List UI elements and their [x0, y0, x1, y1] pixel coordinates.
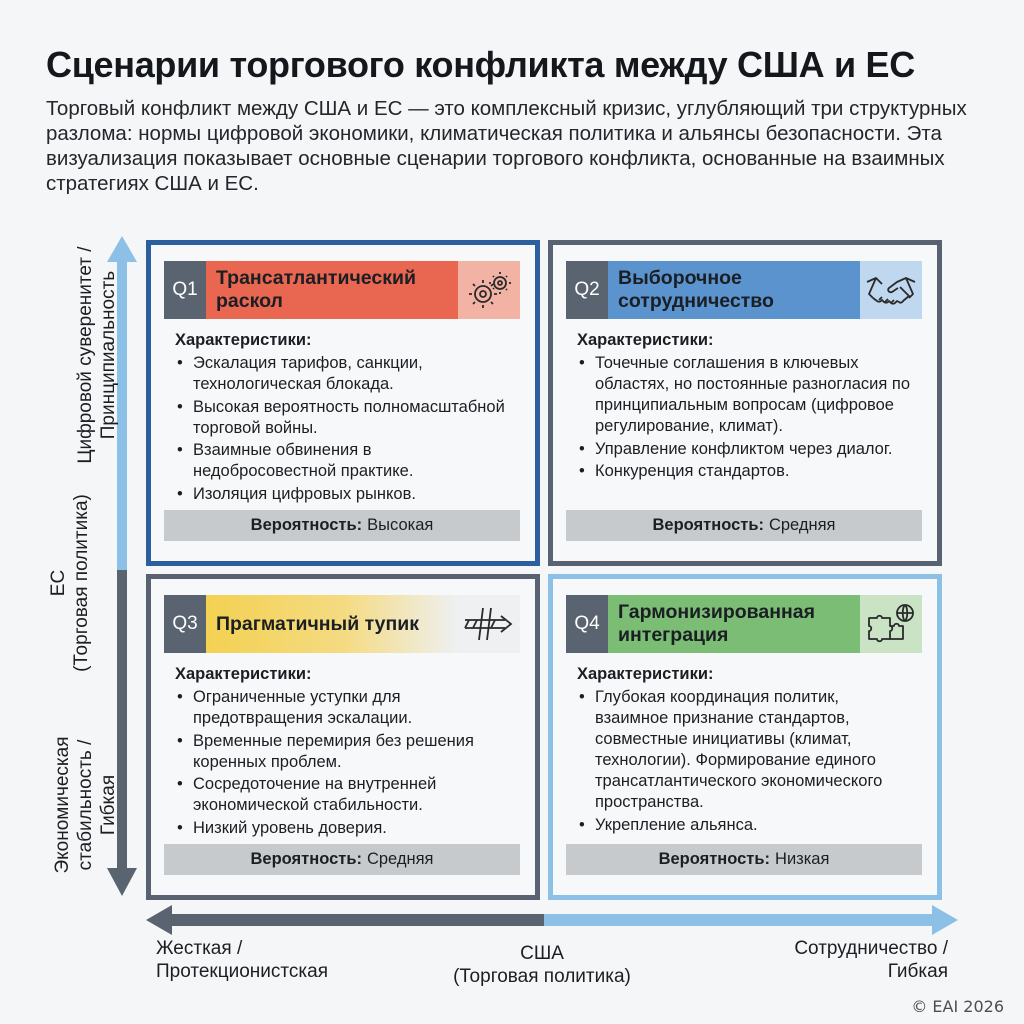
horizontal-axis-right-label: Сотрудничество / Гибкая: [794, 938, 948, 982]
characteristics-list: [575, 687, 915, 837]
probability-bar: [566, 510, 922, 541]
list-item: • Глубокая координация политик, взаимное признание стандартов, совместные инициативы (климат, технологии). Формирование единого трансатлантического экономического пространства.: [575, 687, 915, 813]
gears-icon: [458, 261, 520, 319]
quadrant-q2: [548, 240, 942, 566]
characteristics-heading: Характеристики:: [175, 331, 312, 349]
vertical-axis-middle-label: ЕС (Торговая политика): [48, 494, 92, 672]
list-item: • Укрепление альянса.: [575, 815, 915, 836]
characteristics-heading: Характеристики:: [577, 665, 714, 683]
puzzle-globe-icon: [860, 595, 922, 653]
list-item: • Точечные соглашения в ключевых областях, но постоянные разногласия по принципиальным вопросам (цифровое регулирование, климат).: [575, 353, 915, 437]
characteristics-list: [173, 687, 513, 840]
characteristics-heading: Характеристики:: [175, 665, 312, 683]
probability-label: Вероятность:: [250, 850, 362, 868]
quadrant-header: [164, 595, 520, 653]
quadrant-number: Q4: [566, 595, 608, 653]
quadrant-q4: [548, 574, 942, 900]
handshake-icon: [860, 261, 922, 319]
probability-bar: [164, 510, 520, 541]
quadrant-q3: [146, 574, 540, 900]
list-item: • Управление конфликтом через диалог.: [575, 439, 915, 460]
probability-label: Вероятность:: [250, 516, 363, 534]
probability-label: Вероятность:: [658, 850, 771, 868]
list-item: • Изоляция цифровых рынков.: [173, 484, 513, 505]
list-item: • Эскалация тарифов, санкции, технологическая блокада.: [173, 353, 513, 395]
list-item: • Конкуренция стандартов.: [575, 461, 915, 482]
probability-label: Вероятность:: [652, 516, 764, 534]
list-item: • Временные перемирия без решения коренных проблем.: [173, 731, 513, 773]
list-item: • Высокая вероятность полномасштабной торговой войны.: [173, 397, 513, 439]
list-item: • Ограниченные уступки для предотвращения эскалации.: [173, 687, 513, 729]
list-item: • Взаимные обвинения в недобросовестной практике.: [173, 440, 513, 482]
horizontal-axis-arrow: [140, 900, 964, 940]
list-item: • Низкий уровень доверия.: [173, 818, 513, 839]
quadrant-title: Гармонизированная интеграция: [608, 595, 860, 653]
quadrant-title: Прагматичный тупик: [206, 595, 458, 653]
probability-bar: [566, 844, 922, 875]
characteristics-list: [173, 353, 513, 506]
probability-value: Высокая: [367, 516, 434, 534]
quadrant-title: Выборочное сотрудничество: [608, 261, 860, 319]
page-title: Сценарии торгового конфликта между США и ЕС: [46, 44, 915, 85]
vertical-axis-top-label: Цифровой суверенитет / Принципиальность: [75, 246, 119, 464]
quadrant-number: Q3: [164, 595, 206, 653]
characteristics-list: [575, 353, 915, 484]
probability-value: Низкая: [775, 850, 830, 868]
vertical-axis-bottom-label: Экономическая стабильность / Гибкая: [52, 736, 119, 874]
probability-bar: [164, 844, 520, 875]
copyright-text: © EAI 2026: [911, 997, 1004, 1016]
probability-value: Средняя: [366, 850, 434, 868]
quadrant-number: Q1: [164, 261, 206, 319]
quadrant-number: Q2: [566, 261, 608, 319]
quadrant-header: [164, 261, 520, 319]
barrier-arrow-icon: [458, 595, 520, 653]
quadrant-q1: [146, 240, 540, 566]
probability-value: Средняя: [768, 516, 836, 534]
horizontal-axis-left-label: Жесткая / Протекционистская: [156, 938, 328, 982]
list-item: • Сосредоточение на внутренней экономической стабильности.: [173, 774, 513, 816]
characteristics-heading: Характеристики:: [577, 331, 714, 349]
quadrant-header: [566, 261, 922, 319]
page-subtitle: Торговый конфликт между США и ЕС — это комплексный кризис, углубляющий три структурных разлома: нормы цифровой экономики, климатическая политика и альянсы безопасности. Эта визуализация показывает основные сценарии торгового конфликта, основанные на взаимных стратегиях США и ЕС.: [46, 97, 967, 195]
horizontal-axis-middle-label: США (Торговая политика): [453, 943, 631, 987]
quadrant-title: Трансатлантический раскол: [206, 261, 458, 319]
quadrant-header: [566, 595, 922, 653]
